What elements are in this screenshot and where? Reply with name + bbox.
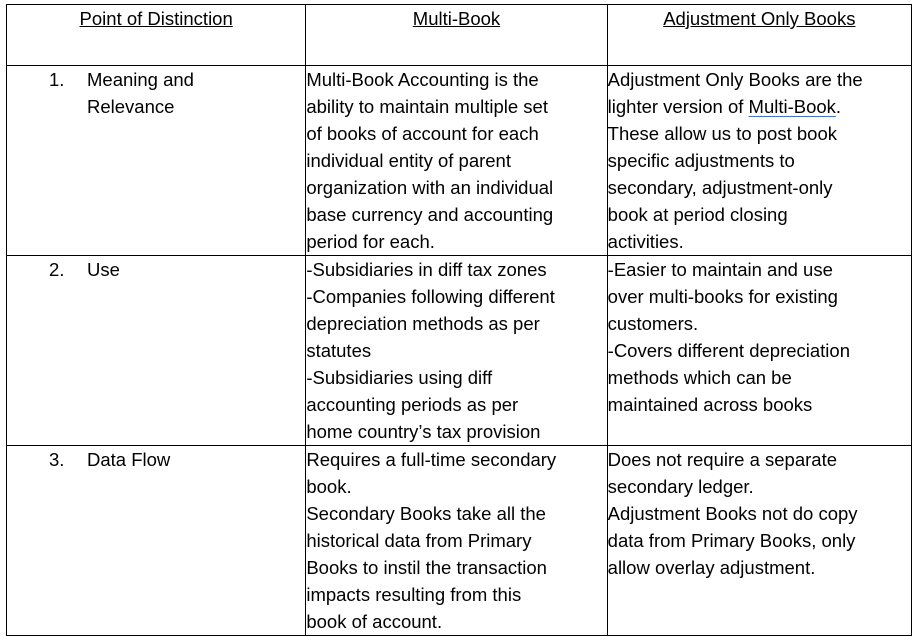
header-point-of-distinction: Point of Distinction bbox=[7, 5, 306, 66]
adjustment-text-end: . These allow us to post book specific adjustments to secondary, adjustment-only book at period closing activities. bbox=[607, 96, 842, 252]
table-row bbox=[7, 256, 912, 446]
point-cell bbox=[7, 66, 306, 256]
point-cell bbox=[7, 446, 306, 636]
multi-book-cell: Multi-Book Accounting is the ability to maintain multiple set of books of account for each individual entity of parent organization with an individual base currency and accounting period for each. bbox=[306, 66, 607, 256]
row-number: 1. bbox=[49, 69, 65, 90]
adjustment-cell bbox=[607, 66, 911, 256]
point-label: Data Flow bbox=[87, 449, 171, 470]
table-row bbox=[7, 66, 912, 256]
point-label: Meaning and Relevance bbox=[87, 69, 194, 117]
adjustment-cell: Does not require a separate secondary ledger. Adjustment Books not do copy data from Primary Books, only allow overlay adjustment. bbox=[607, 446, 911, 636]
point-label: Use bbox=[87, 259, 120, 280]
adjustment-cell: -Easier to maintain and use over multi-books for existing customers. -Covers different depreciation methods which can be maintained across books bbox=[607, 256, 911, 446]
row-number: 2. bbox=[49, 259, 65, 280]
table-row bbox=[7, 446, 912, 636]
header-row bbox=[7, 5, 912, 66]
multi-book-reference: Multi-Book bbox=[748, 96, 836, 117]
header-adjustment-only-books: Adjustment Only Books bbox=[607, 5, 911, 66]
multi-book-cell: Requires a full-time secondary book. Secondary Books take all the historical data from Primary Books to instil the transaction impacts resulting from this book of account. bbox=[306, 446, 607, 636]
adjustment-text-start: Adjustment Only Books are the lighter version of bbox=[607, 69, 863, 117]
multi-book-cell: -Subsidiaries in diff tax zones -Companies following different depreciation methods as per statutes -Subsidiaries using diff accounting periods as per home country’s tax provision bbox=[306, 256, 607, 446]
header-multi-book: Multi-Book bbox=[306, 5, 607, 66]
comparison-table bbox=[6, 4, 912, 636]
row-number: 3. bbox=[49, 449, 65, 470]
point-cell bbox=[7, 256, 306, 446]
